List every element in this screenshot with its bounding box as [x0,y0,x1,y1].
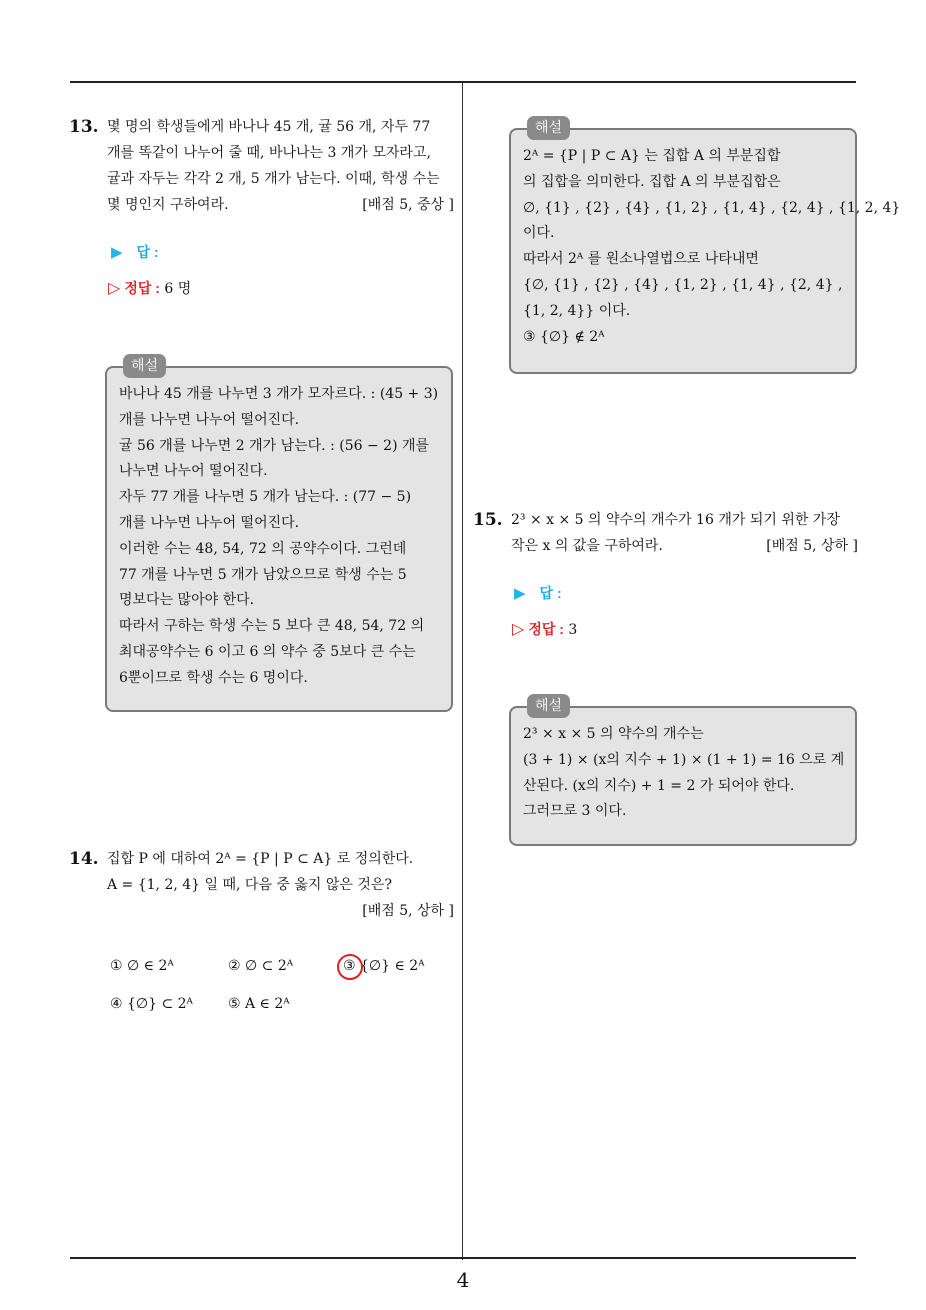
explanation-line: 6뿐이므로 학생 수는 6 명이다. [119,669,308,686]
explanation-tag: 해설 [527,116,570,140]
explanation-line: 2ᴬ = {P | P ⊂ A} 는 집합 A 의 부분집합 [523,148,781,164]
question-text-line: 집합 P 에 대하여 2ᴬ = {P | P ⊂ A} 로 정의한다. [107,851,414,867]
correct-label: 정답 : [528,621,564,637]
question-number: 15. [473,510,503,530]
explanation-line: 나누면 나누어 떨어진다. [119,463,268,480]
question-text-line: 작은 x 의 값을 구하여라. [511,538,663,554]
correct-marker-icon: ▷ [512,619,525,638]
question-14 [69,846,454,924]
column-divider [462,82,463,1260]
question-text-line: 몇 명의 학생들에게 바나나 45 개, 귤 56 개, 자두 77 [107,119,431,135]
answer-marker-icon: ▶ [514,585,526,602]
choice-3[interactable]: ③ {∅} ∈ 2ᴬ [343,958,425,974]
explanation-line: 그러므로 3 이다. [523,803,627,820]
explanation-line: 따라서 2ᴬ 를 원소나열법으로 나타내면 [523,251,759,268]
explanation-line: 산된다. (x의 지수) + 1 = 2 가 되어야 한다. [523,777,795,794]
question-meta: [배점 5, 상하 ] [362,903,454,919]
explanation-line: 개를 나누면 나누어 떨어진다. [119,514,300,531]
explanation-line: 이다. [523,225,555,242]
correct-value: 3 [568,622,578,638]
choice-list [110,958,450,1018]
choice-5[interactable]: ⑤ A ∈ 2ᴬ [228,996,290,1012]
explanation-line: 자두 77 개를 나누면 5 개가 남는다. : (77 − 5) [119,489,412,506]
correct-answer-row [108,278,191,298]
explanation-line: 개를 나누면 나누어 떨어진다. [119,411,300,428]
correct-marker-icon: ▷ [108,278,121,297]
choice-1[interactable]: ① ∅ ∈ 2ᴬ [110,958,174,974]
answer-marker-icon: ▶ [111,244,123,261]
explanation-box [105,358,453,712]
explanation-tag: 해설 [527,694,570,718]
explanation-tag: 해설 [123,354,166,378]
question-text-line: 귤과 자두는 각각 2 개, 5 개가 남는다. 이때, 학생 수는 [107,171,440,187]
answer-row [111,242,159,262]
question-text-line: A = {1, 2, 4} 일 때, 다음 중 옳지 않은 것은? [107,877,392,893]
bottom-rule [70,1257,856,1259]
explanation-line: 2³ × x × 5 의 약수의 개수는 [523,726,704,742]
question-text-line: 몇 명인지 구하여라. [107,197,229,213]
choice-2[interactable]: ② ∅ ⊂ 2ᴬ [228,958,294,974]
explanation-line: {1, 2, 4}} 이다. [523,302,631,319]
explanation-line: 최대공약수는 6 이고 6 의 약수 중 5보다 큰 수는 [119,643,416,660]
question-meta: [배점 5, 중상 ] [362,197,454,213]
correct-label: 정답 : [124,280,160,296]
answer-row [514,583,562,603]
explanation-line: ∅, {1} , {2} , {4} , {1, 2} , {1, 4} , {2, 4} , {1, 2, 4} [523,199,901,216]
question-number: 13. [69,117,99,137]
question-13 [69,114,454,218]
page-number: 4 [456,1268,470,1292]
answer-label: 답 : [539,585,562,601]
explanation-box [509,120,901,374]
explanation-line: 이러한 수는 48, 54, 72 의 공약수이다. 그런데 [119,540,407,557]
correct-value: 6 명 [164,281,192,297]
correct-answer-row [512,619,577,639]
explanation-line: 77 개를 나누면 5 개가 남았으므로 학생 수는 5 [119,566,407,583]
top-rule [70,81,856,83]
choice-4[interactable]: ④ {∅} ⊂ 2ᴬ [110,996,193,1012]
question-text-line: 2³ × x × 5 의 약수의 개수가 16 개가 되기 위한 가장 [511,512,840,528]
explanation-line: 따라서 구하는 학생 수는 5 보다 큰 48, 54, 72 의 [119,618,425,635]
explanation-box [509,698,857,846]
question-15 [473,507,858,559]
question-text-line: 개를 똑같이 나누어 줄 때, 바나나는 3 개가 모자라고, [107,145,431,161]
selected-circle-mark [337,954,363,980]
explanation-line: {∅, {1} , {2} , {4} , {1, 2} , {1, 4} , {2, 4} , [523,276,843,293]
explanation-line: 귤 56 개를 나누면 2 개가 남는다. : (56 − 2) 개를 [119,437,430,454]
question-meta: [배점 5, 상하 ] [766,538,858,554]
question-number: 14. [69,849,99,869]
explanation-line: 바나나 45 개를 나누면 3 개가 모자르다. : (45 + 3) [119,386,439,402]
explanation-line: (3 + 1) × (x의 지수 + 1) × (1 + 1) = 16 으로 계 [523,751,845,768]
explanation-line: 의 집합을 의미한다. 집합 A 의 부분집합은 [523,173,781,190]
explanation-line: ③ {∅} ∉ 2ᴬ [523,328,605,345]
answer-label: 답 : [136,244,159,260]
explanation-line: 명보다는 많아야 한다. [119,592,255,609]
